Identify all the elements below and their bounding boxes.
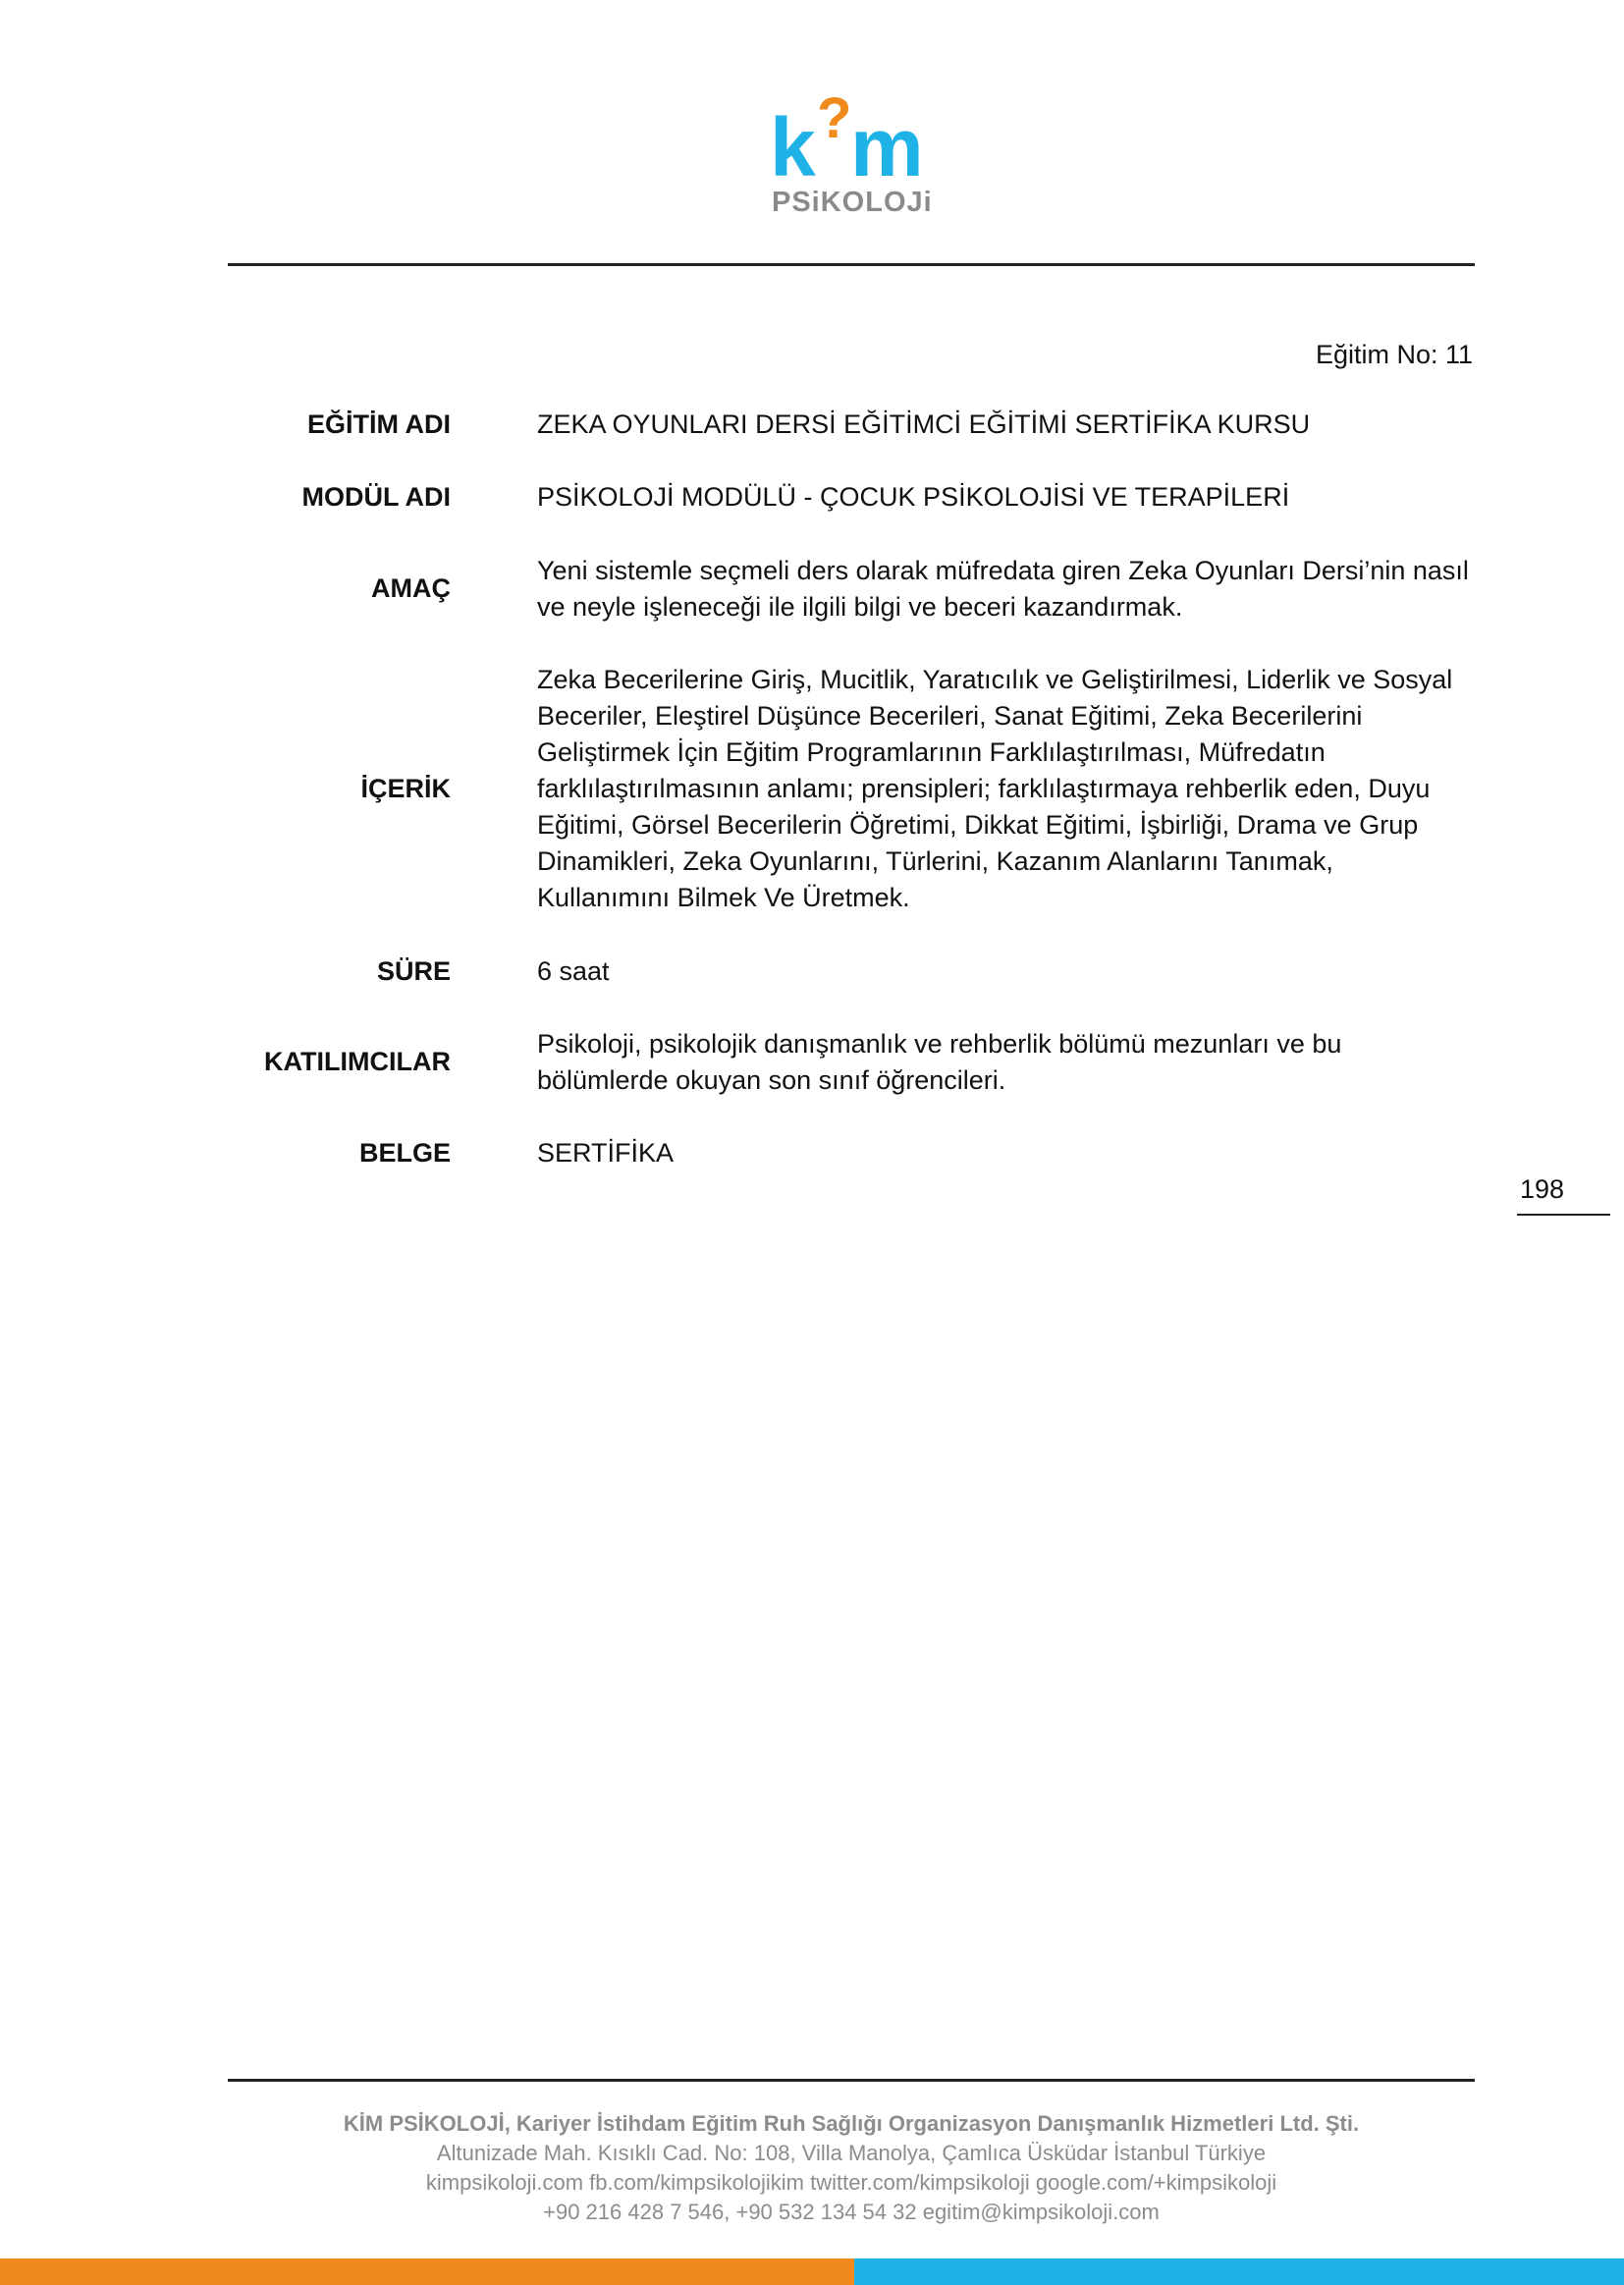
- field-label: İÇERİK: [360, 774, 451, 803]
- field-value: Yeni sistemle seçmeli ders olarak müfredata giren Zeka Oyunları Dersi’nin nasıl ve neyle işleneceği ile ilgili bilgi ve beceri kazandırmak.: [537, 556, 1469, 622]
- page-number: 198: [1520, 1174, 1565, 1204]
- field-label: MODÜL ADI: [301, 482, 451, 512]
- field-value: SERTİFİKA: [537, 1138, 675, 1168]
- footer-web-links: kimpsikoloji.com fb.com/kimpsikolojikim twitter.com/kimpsikoloji google.com/+kimpsikoloji: [425, 2170, 1277, 2195]
- footer-orange-bar: [0, 2258, 854, 2285]
- page-number-underline: [1517, 1214, 1610, 1216]
- field-label: SÜRE: [376, 956, 451, 986]
- field-value: PSİKOLOJİ MODÜLÜ - ÇOCUK PSİKOLOJİSİ VE TERAPİLERİ: [537, 482, 1290, 512]
- field-value: Psikoloji, psikolojik danışmanlık ve rehberlik bölümü mezunları ve bu bölümlerde okuyan son sınıf öğrencileri.: [537, 1029, 1342, 1095]
- logo-question-mark: ?: [817, 86, 852, 150]
- logo-subtitle: PSiKOLOJi: [772, 187, 933, 218]
- footer-divider: [228, 2079, 1475, 2082]
- logo-letter-k: k: [770, 101, 814, 193]
- field-label: KATILIMCILAR: [264, 1047, 451, 1076]
- field-label: AMAÇ: [371, 573, 451, 603]
- footer-contact: +90 216 428 7 546, +90 532 134 54 32 egitim@kimpsikoloji.com: [543, 2200, 1160, 2224]
- footer-address: Altunizade Mah. Kısıklı Cad. No: 108, Villa Manolya, Çamlıca Üsküdar İstanbul Türkiye: [436, 2141, 1267, 2165]
- field-label: BELGE: [358, 1138, 451, 1168]
- footer-blue-bar: [854, 2258, 1624, 2285]
- header-divider: [228, 263, 1475, 266]
- field-value: ZEKA OYUNLARI DERSİ EĞİTİMCİ EĞİTİMİ SERTİFİKA KURSU: [537, 409, 1311, 439]
- field-label: EĞİTİM ADI: [307, 409, 451, 439]
- logo-letter-m: m: [850, 101, 924, 193]
- kim-psikoloji-logo: [756, 86, 972, 224]
- footer: [228, 2109, 1475, 2227]
- field-value: Zeka Becerilerine Giriş, Mucitlik, Yaratıcılık ve Geliştirilmesi, Liderlik ve Sosyal Beceriler, Eleştirel Düşünce Becerileri, Sanat Eğitimi, Zeka Becerilerini Geliştirmek İçin Eğitim Programlarının Farklılaştırılması, Müfredatın farklılaştırılmasının anlamı; prensipleri; farklılaştırmaya rehberlik eden, Duyu Eğitimi, Görsel Becerilerin Öğretimi, Dikkat Eğitimi, İşbirliği, Drama ve Grup Dinamikleri, Zeka Oyunlarını, Türlerini, Kazanım Alanlarını Tanımak, Kullanımını Bilmek Ve Üretmek.: [537, 665, 1453, 912]
- field-value: 6 saat: [537, 956, 610, 986]
- training-number: Eğitim No: 11: [1315, 340, 1473, 369]
- footer-company-name: KİM PSİKOLOJİ, Kariyer İstihdam Eğitim Ruh Sağlığı Organizasyon Danışmanlık Hizmetleri Ltd. Şti.: [343, 2111, 1360, 2136]
